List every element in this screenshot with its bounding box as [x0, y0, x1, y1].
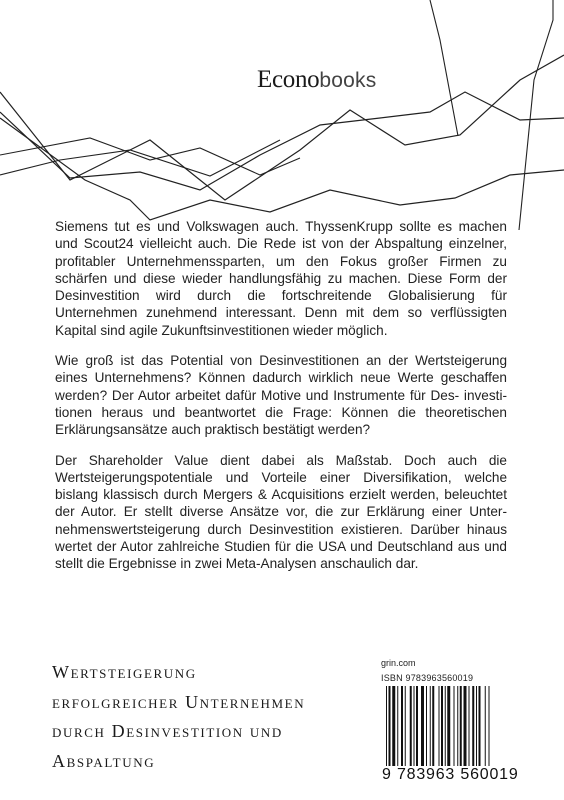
decorative-line-graphic: [0, 0, 564, 230]
title-line: Abspaltung: [52, 750, 156, 771]
blurb-text: [55, 218, 507, 586]
blurb-paragraph: Siemens tut es und Volkswagen auch. ThyssenKrupp sollte es machen und Scout24 vielleicht auch. Die Rede ist von der Abspaltung einzelner, profitabler Unternehmenssparten, um den Fokus großer Firmen zu schärfen und diese wieder handlungsfähig zu machen. Diese Form der Desinvestition wird durch die fortschreitende Globalisierung für Unternehmen zunehmend interessant. Denn mit dem so verflüssigten Kapital sind agile Zukunftsinvestitionen wieder möglich.: [55, 219, 507, 338]
isbn-barcode: [386, 686, 538, 766]
blurb-paragraph: Wie groß ist das Potential von Desinvestitionen an der Wertsteigerung eines Unternehmens? Können dadurch wirklich neue Werte geschaffen werden? Der Autor arbeitet dafür Motive und Instrumente für Des- investitionen heraus und beantwortet die Frage: Können die theoretischen Erklärungsansätze auch praktisch bestätigt werden?: [55, 353, 507, 438]
title-line: erfolgreicher Unternehmen: [52, 691, 306, 712]
isbn-label: ISBN 9783963560019: [381, 673, 474, 683]
publisher-website: grin.com: [381, 658, 416, 668]
book-title: [52, 658, 305, 776]
logo-bold-part: Econo: [257, 66, 320, 93]
logo-light-part: books: [319, 69, 377, 92]
blurb-paragraph: Der Shareholder Value dient dabei als Maßstab. Doch auch die Wertsteigerungspotentiale und Vorteile einer Diversifikation, welche bislang klassisch durch Mergers & Acquisitions erzielt werden, beleuchtet der Autor. Er stellt diverse Ansätze vor, die zur Erklärung einer Unternehmenswertsteigerung durch Desinvestition existieren. Darüber hinaus wertet der Autor zahlreiche Studien für die USA und Deutschland aus und stellt die Ergebnisse in zwei Meta-Analysen anschaulich dar.: [55, 452, 507, 572]
title-line: Wertsteigerung: [52, 662, 197, 682]
isbn-digits: 9 783963 560019: [382, 766, 519, 783]
publisher-logo: [257, 66, 376, 94]
title-line: durch Desinvestition und: [52, 721, 283, 741]
